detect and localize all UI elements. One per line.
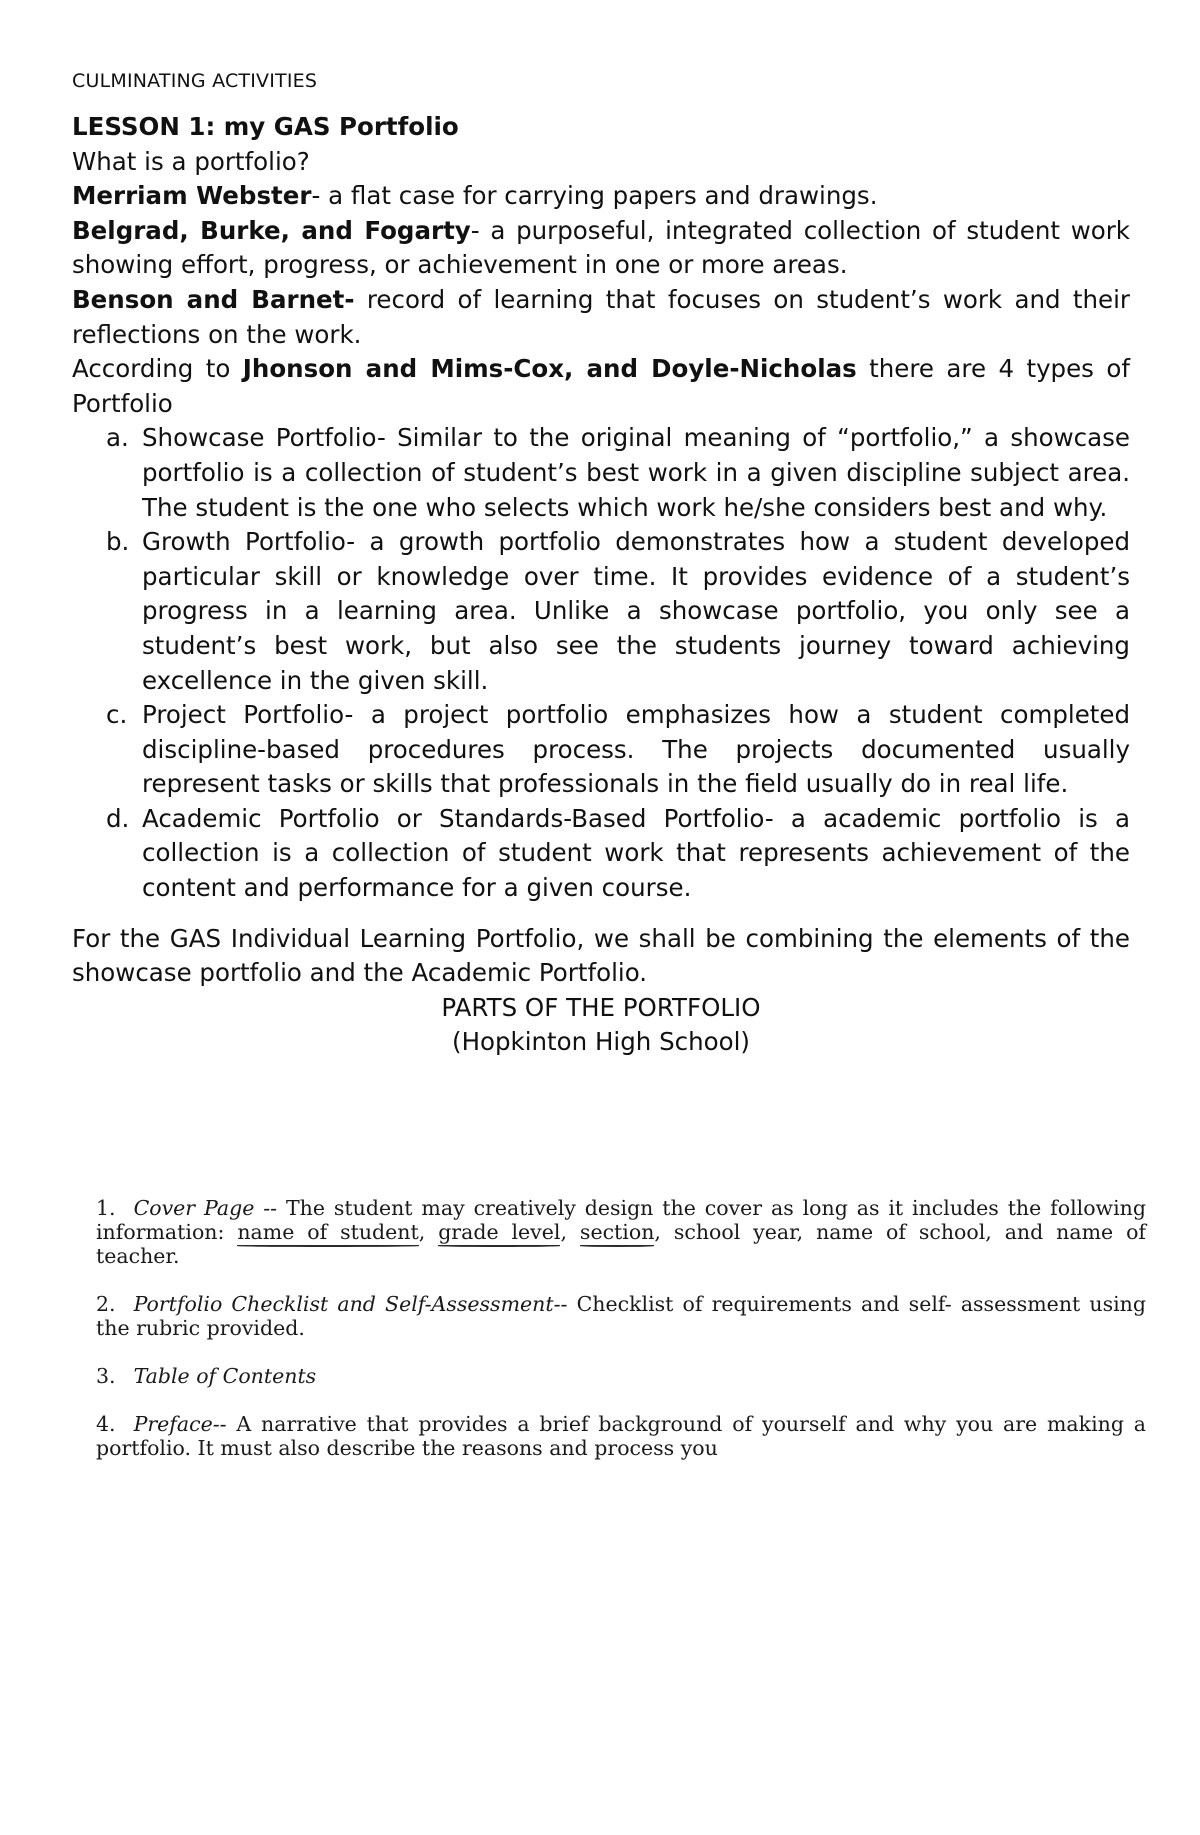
portfolio-question: What is a portfolio? — [72, 146, 310, 176]
combining-paragraph: For the GAS Individual Learning Portfolio, we shall be combining the elements of the showcase portfolio and the Academic Portfolio. — [72, 923, 1130, 988]
list-marker: c. — [106, 700, 128, 730]
list-item — [72, 802, 1130, 906]
definition-source: Benson and Barnet- — [72, 284, 355, 314]
list-item-text: Showcase Portfolio- Similar to the original meaning of “portfolio,” a showcase portfolio is a collection of student’s best work in a given discipline subject area. The student is the one who selects which work he/she considers best and why. — [142, 423, 1130, 522]
page-heading: CULMINATING ACTIVITIES — [72, 70, 318, 92]
definition-text: - a flat case for carrying papers and drawings. — [311, 181, 878, 211]
definition-merriam — [72, 179, 1130, 214]
scan-item-table-of-contents — [96, 1364, 1146, 1388]
item-title: Table of Contents — [133, 1364, 317, 1388]
portfolio-types-list — [72, 421, 1130, 905]
item-text: The student may creatively design the cover as long as it includes the following information: — [96, 1196, 1146, 1244]
list-item-text: Growth Portfolio- a growth portfolio demonstrates how a student developed particular skill or knowledge over time. It provides evidence of a student’s progress in a learning area. Unlike a showcase portfolio, you only see a student’s best work, but also see the students journey toward achieving excellence in the given skill. — [142, 527, 1130, 695]
list-item — [72, 698, 1130, 802]
definition-benson — [72, 283, 1130, 352]
underlined-section: section — [579, 1220, 655, 1244]
scan-item-cover-page — [96, 1196, 1146, 1268]
underlined-name-of-student: name of student — [237, 1220, 419, 1244]
scan-item-checklist — [96, 1292, 1146, 1340]
list-item — [72, 525, 1130, 698]
according-authors: Jhonson and Mims-Cox, and Doyle-Nicholas — [242, 354, 857, 384]
parts-title: PARTS OF THE PORTFOLIO — [441, 992, 761, 1022]
item-number: 2. — [96, 1292, 116, 1316]
lesson-title: LESSON 1: my GAS Portfolio — [72, 112, 459, 141]
separator: , — [418, 1220, 426, 1244]
item-number: 3. — [96, 1364, 116, 1388]
definition-source: Merriam Webster — [72, 181, 312, 211]
according-prefix: According to — [72, 354, 243, 384]
item-title: Preface-- — [133, 1412, 227, 1436]
lesson-body — [72, 110, 1130, 1060]
item-number: 1. — [96, 1196, 116, 1220]
item-text: A narrative that provides a brief background of yourself and why you are making a portfolio. It must also describe the reasons and process you — [96, 1412, 1146, 1460]
item-title: Cover Page -- — [133, 1196, 278, 1220]
definition-source: Belgrad, Burke, and Fogarty — [72, 215, 471, 245]
underlined-grade-level: grade level — [438, 1220, 561, 1244]
list-marker: a. — [106, 423, 129, 453]
according-paragraph — [72, 352, 1130, 421]
list-marker: b. — [106, 527, 130, 557]
item-title: Portfolio Checklist and Self-Assessment-- — [133, 1292, 568, 1316]
according-suffix: there are 4 types of Portfolio — [72, 354, 1130, 418]
definition-text: - a purposeful, integrated collection of student work showing effort, progress, or achievement in one or more areas. — [72, 215, 1130, 280]
definition-belgrad — [72, 214, 1130, 283]
definition-text: record of learning that focuses on student’s work and their reflections on the work. — [72, 284, 1130, 349]
scanned-parts-excerpt — [96, 1196, 1146, 1484]
list-item — [72, 421, 1130, 525]
list-item-text: Project Portfolio- a project portfolio emphasizes how a student completed discipline-based procedures process. The projects documented usually represent tasks or skills that professionals in the field usually do in real life. — [142, 700, 1130, 799]
parts-source: (Hopkinton High School) — [452, 1027, 750, 1057]
item-text: Checklist of requirements and self- assessment using the rubric provided. — [96, 1292, 1147, 1340]
list-item-text: Academic Portfolio or Standards-Based Portfolio- a academic portfolio is a collection is a collection of student work that represents achievement of the content and performance for a given course. — [142, 803, 1130, 903]
separator: , — [560, 1220, 567, 1244]
item-text: , school year, name of school, and name of teacher. — [96, 1220, 1146, 1268]
scan-item-preface — [96, 1412, 1146, 1460]
list-marker: d. — [106, 803, 130, 833]
item-number: 4. — [96, 1412, 116, 1436]
